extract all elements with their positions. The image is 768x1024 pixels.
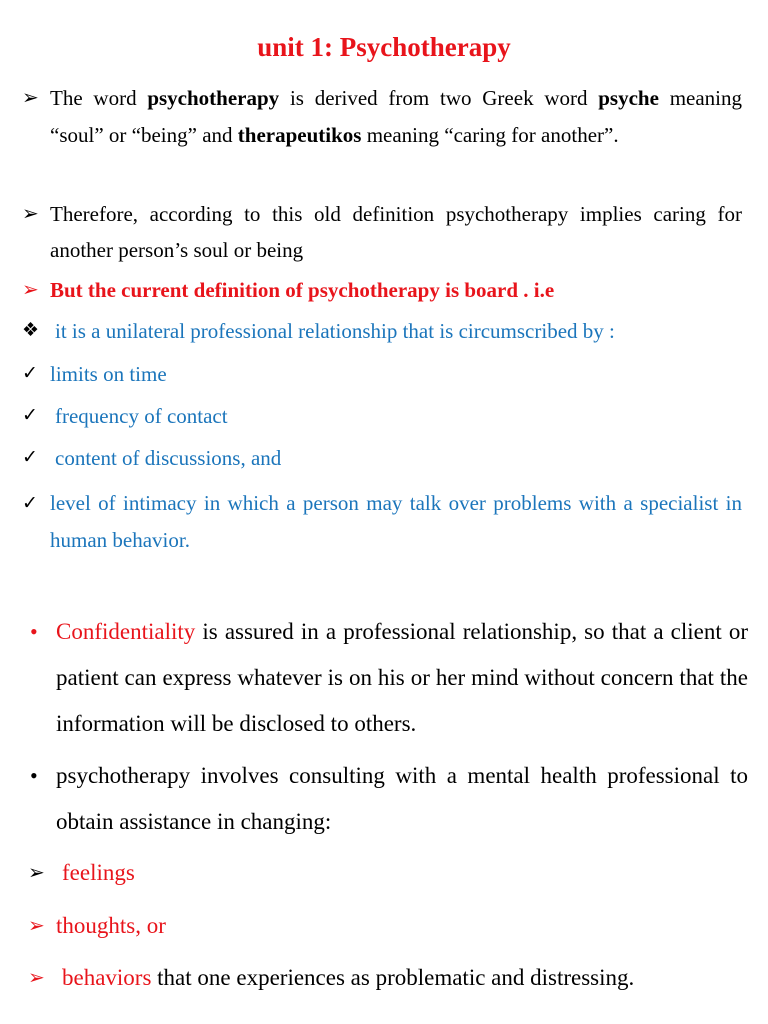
bullet-greek-origin [22, 80, 742, 154]
text: The word [50, 86, 148, 110]
dot-bullet-icon: • [30, 619, 38, 644]
term-psyche: psyche [598, 86, 659, 110]
text: meaning “soul” or “being” and [50, 86, 743, 147]
text: that one experiences as problematic and distressing. [151, 965, 635, 990]
change-item-feelings [28, 855, 748, 891]
check-item [22, 359, 742, 389]
check-icon: ✓ [22, 447, 38, 468]
check-icon: ✓ [22, 363, 38, 384]
bullet-confidentiality [30, 609, 748, 747]
dot-bullet-icon: • [30, 763, 38, 788]
check-item [22, 485, 742, 559]
arrow-bullet-icon: ➢ [28, 967, 45, 989]
text: frequency of contact [55, 404, 228, 428]
change-item-thoughts [28, 908, 748, 944]
text: thoughts, or [56, 913, 166, 938]
bullet-unilateral-relationship [22, 316, 742, 346]
text: meaning “caring for another”. [361, 123, 619, 147]
text: Therefore, according to this old definition psychotherapy implies caring for another person’s soul or being [50, 202, 742, 262]
diamond-bullet-icon: ❖ [22, 320, 40, 341]
text: is assured in a professional relationship, so that a client or patient can express whatever is on his or her mind without concern that the information will be disclosed to others. [56, 619, 748, 736]
check-icon: ✓ [22, 493, 38, 514]
text: limits on time [50, 362, 167, 386]
arrow-bullet-icon: ➢ [28, 915, 45, 937]
term-confidentiality: Confidentiality [56, 619, 196, 644]
page-title: unit 1: Psychotherapy [257, 32, 511, 62]
bullet-consulting [30, 753, 748, 845]
text: is derived from two Greek word [279, 86, 599, 110]
text: But the current definition of psychotherapy is board . i.e [50, 278, 555, 302]
term-behaviors: behaviors [62, 965, 152, 990]
term-psychotherapy: psychotherapy [147, 86, 280, 110]
text: it is a unilateral professional relationship that is circumscribed by : [55, 319, 615, 343]
arrow-bullet-icon: ➢ [28, 862, 45, 884]
text: feelings [62, 860, 135, 885]
arrow-bullet-icon: ➢ [22, 279, 39, 301]
term-therapeutikos: therapeutikos [237, 123, 362, 147]
bullet-current-definition [22, 275, 742, 305]
check-item [22, 401, 742, 431]
check-icon: ✓ [22, 405, 38, 426]
text: content of discussions, and [55, 446, 282, 470]
text: level of intimacy in which a person may talk over problems with a specialist in human behavior. [50, 491, 742, 552]
arrow-bullet-icon: ➢ [22, 203, 39, 225]
text: psychotherapy involves consulting with a mental health professional to obtain assistance in changing: [56, 763, 748, 834]
change-item-behaviors [28, 960, 748, 996]
check-item [22, 443, 742, 473]
bullet-old-definition [22, 196, 742, 268]
arrow-bullet-icon: ➢ [22, 87, 39, 109]
